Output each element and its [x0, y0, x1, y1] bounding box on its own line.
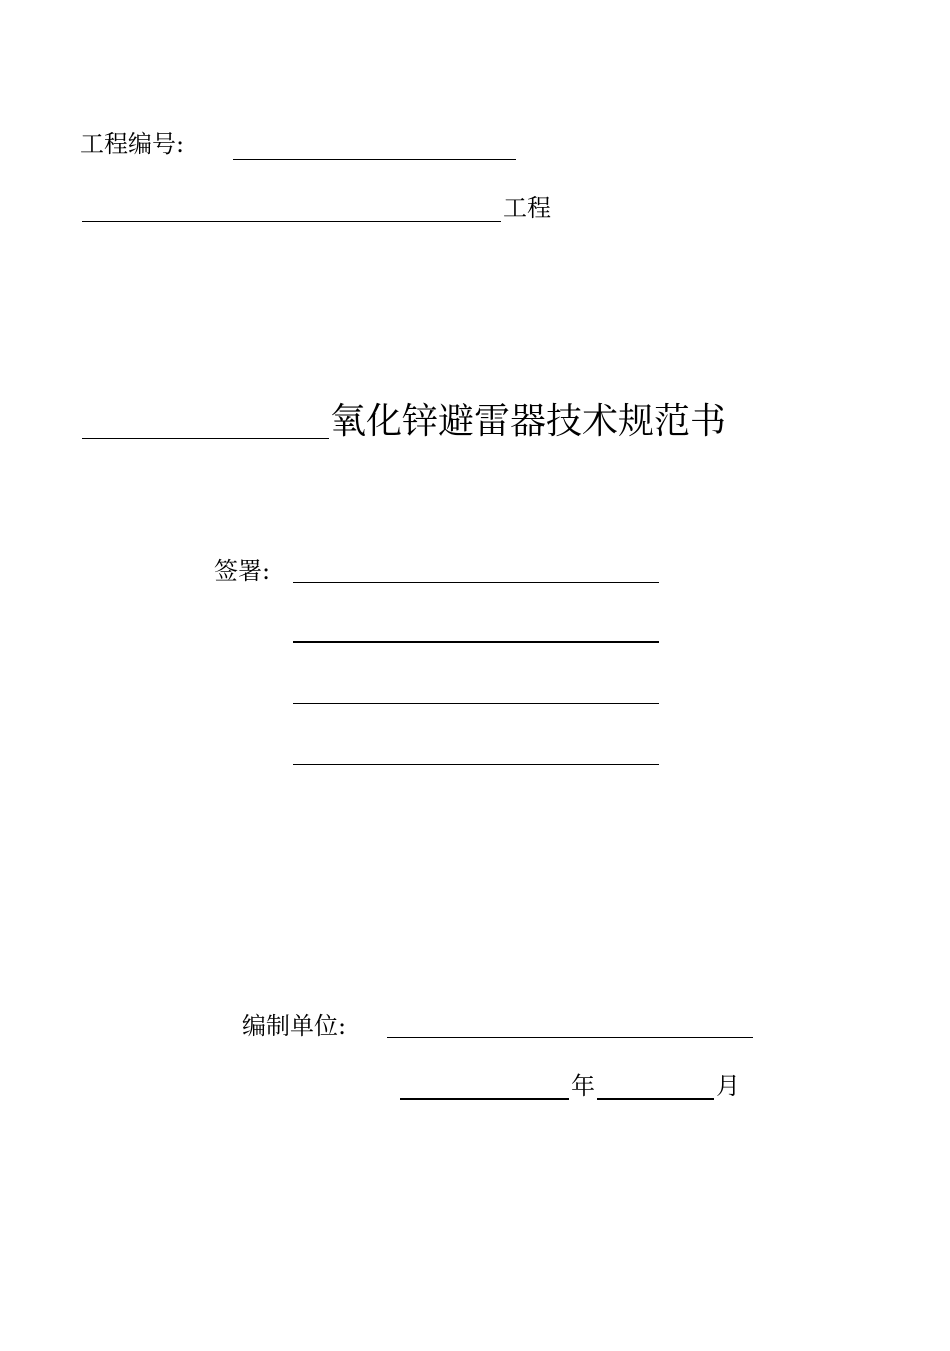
project-number-field[interactable]: [233, 159, 516, 160]
signature-line-2[interactable]: [293, 641, 659, 643]
month-label: 月: [716, 1072, 740, 1100]
signature-line-1[interactable]: [293, 582, 659, 583]
month-field[interactable]: [597, 1098, 714, 1100]
project-name-field[interactable]: [82, 221, 501, 222]
title-blank-field[interactable]: [82, 438, 329, 439]
year-label: 年: [571, 1072, 595, 1100]
document-title: 氧化锌避雷器技术规范书: [330, 401, 727, 442]
signature-label: 签署:: [214, 557, 271, 585]
compiler-label: 编制单位:: [242, 1012, 347, 1040]
year-field[interactable]: [400, 1098, 569, 1100]
project-name-suffix: 工程: [503, 194, 551, 222]
project-number-label: 工程编号:: [80, 130, 185, 158]
signature-line-3[interactable]: [293, 703, 659, 704]
compiler-field[interactable]: [387, 1037, 753, 1038]
signature-line-4[interactable]: [293, 764, 659, 765]
